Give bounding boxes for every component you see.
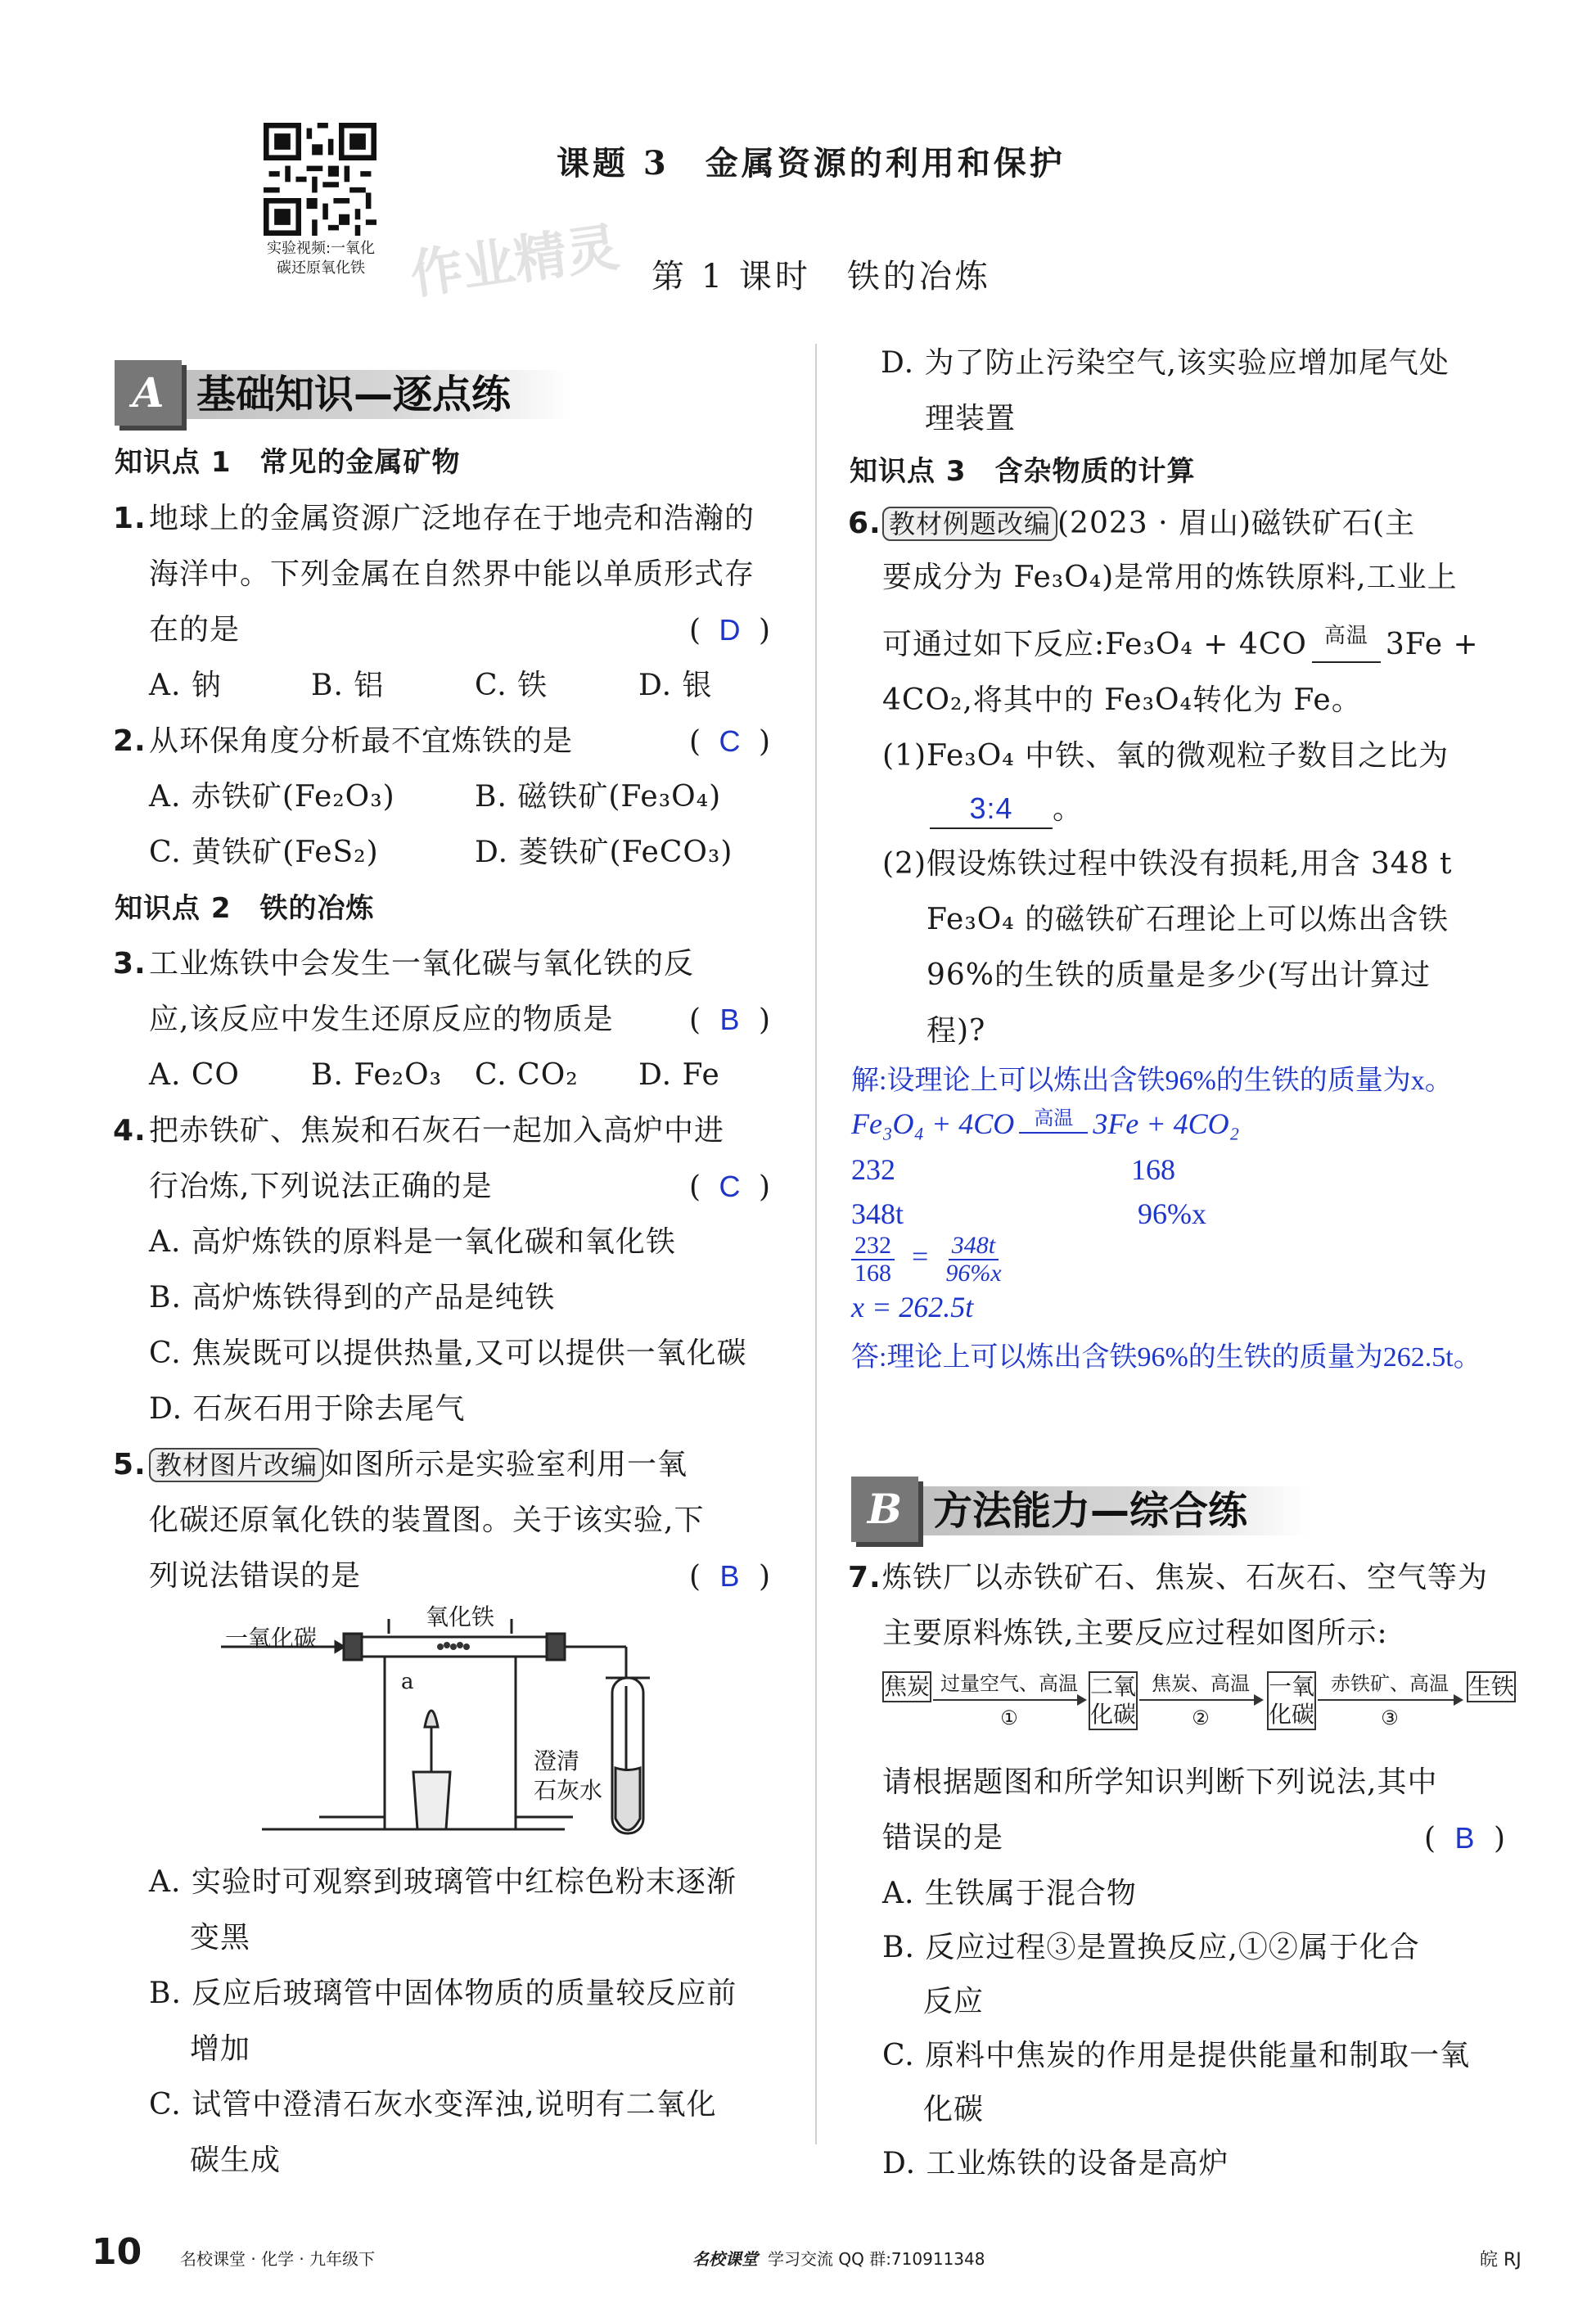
q3-option-b: B. Fe₂O₃	[311, 1058, 443, 1092]
footer-qq-group: 学习交流 QQ 群:710911348	[768, 2249, 985, 2269]
q6-line-1	[882, 506, 1415, 542]
q6-line-4: 4CO₂,将其中的 Fe₃O₄转化为 Fe。	[882, 683, 1362, 717]
q5-option-c-1: C. 试管中澄清石灰水变浑浊,说明有二氧化	[149, 2088, 717, 2121]
solution-eq-right: 3Fe + 4CO₂	[1093, 1107, 1240, 1140]
section-a-letter: A	[115, 360, 182, 426]
solution-mass-1: 232	[851, 1153, 895, 1186]
q5-option-d-1: D. 为了防止污染空气,该实验应增加尾气处	[881, 346, 1449, 380]
qr-caption	[255, 239, 386, 278]
q5-option-d-2: 理装置	[925, 402, 1017, 435]
q6-number: 6.	[848, 507, 881, 540]
q7-line-3: 请根据题图和所学知识判断下列说法,其中	[882, 1765, 1438, 1799]
q7-line-2: 主要原料炼铁,主要反应过程如图所示:	[882, 1616, 1388, 1650]
q7-option-c-2: 化碳	[923, 2093, 985, 2126]
proportion-equals: =	[912, 1240, 929, 1274]
solution-result: x = 262.5t	[851, 1291, 974, 1323]
q5-number: 5.	[113, 1448, 147, 1481]
solution-given-1: 348t	[851, 1197, 904, 1230]
q3-line-1: 工业炼铁中会发生一氧化碳与氧化铁的反	[149, 947, 695, 981]
q4-line-2: 行冶炼,下列说法正确的是	[149, 1170, 493, 1203]
q1-number: 1.	[113, 502, 147, 535]
q4-number: 4.	[113, 1114, 147, 1147]
q6-part-1-blank	[930, 791, 1083, 829]
fraction-2	[945, 1233, 1001, 1287]
q3-option-c: C. CO₂	[475, 1058, 579, 1092]
fig-label-lime-1: 澄清	[534, 1747, 580, 1774]
solution-given-2: 96%x	[1138, 1197, 1206, 1230]
knowledge-point-1: 知识点 1 常见的金属矿物	[115, 446, 461, 479]
q4-answer: C	[719, 1170, 742, 1203]
q1-line-2: 海洋中。下列金属在自然界中能以单质形式存	[149, 557, 755, 591]
footer-book-info: 名校课堂 · 化学 · 九年级下	[180, 2249, 376, 2269]
q3-number: 3.	[113, 947, 147, 981]
q1-option-a: A. 钠	[149, 669, 222, 702]
qr-code-icon	[264, 123, 376, 236]
solution-equation	[851, 1107, 1239, 1141]
knowledge-point-2: 知识点 2 铁的冶炼	[115, 892, 375, 925]
q6-reaction-left: 可通过如下反应:Fe₃O₄ + 4CO	[882, 628, 1307, 661]
qr-caption-line-1: 实验视频:一氧化	[266, 240, 376, 257]
flow-arrow-1-bottom: ①	[1000, 1707, 1018, 1729]
q6-part-1: (1)Fe₃O₄ 中铁、氧的微观粒子数目之比为	[882, 739, 1449, 773]
q2-option-d: D. 菱铁矿(FeCO₃)	[475, 836, 733, 869]
flow-box-coke: 焦炭	[882, 1671, 931, 1702]
flow-arrow-3-top: 赤铁矿、高温	[1331, 1672, 1449, 1695]
fig-label-a: a	[401, 1670, 414, 1694]
lesson-title: 课题 3 金属资源的利用和保护	[557, 144, 1066, 183]
q2-option-c: C. 黄铁矿(FeS₂)	[149, 836, 379, 869]
q4-answer-bracket: ( C )	[689, 1170, 772, 1204]
flow-arrow-3	[1318, 1699, 1462, 1701]
q1-line-3: 在的是	[149, 613, 241, 647]
q5-option-c-2: 碳生成	[190, 2144, 282, 2177]
q5-answer-bracket: ( B )	[689, 1559, 772, 1594]
q7-option-c-1: C. 原料中焦炭的作用是提供能量和制取一氧	[882, 2039, 1471, 2072]
flow-arrow-2-bottom: ②	[1192, 1707, 1210, 1729]
flow-box-co2: 二氧化碳	[1089, 1671, 1138, 1730]
fraction-1	[851, 1233, 895, 1287]
q7-option-b-1: B. 反应过程③是置换反应,①②属于化合	[882, 1931, 1420, 1964]
flow-box-co: 一氧化碳	[1267, 1671, 1316, 1730]
q4-option-b: B. 高炉炼铁得到的产品是纯铁	[149, 1281, 556, 1314]
section-b-title: 方法能力—综合练	[933, 1488, 1248, 1534]
q5-line-2: 化碳还原氧化铁的装置图。关于该实验,下	[149, 1504, 705, 1537]
q5-option-a-1: A. 实验时可观察到玻璃管中红棕色粉末逐渐	[149, 1865, 737, 1899]
q7-answer: B	[1454, 1821, 1476, 1855]
fraction-2-num: 348t	[949, 1233, 999, 1260]
q7-number: 7.	[848, 1561, 881, 1594]
q6-part-2-line-1: (2)假设炼铁过程中铁没有损耗,用含 348 t	[882, 847, 1453, 881]
q5-option-b-1: B. 反应后玻璃管中固体物质的质量较反应前	[149, 1977, 737, 2010]
flow-arrow-3-bottom: ③	[1381, 1707, 1399, 1729]
q5-line-3: 列说法错误的是	[149, 1559, 362, 1593]
section-a-title: 基础知识—逐点练	[196, 372, 512, 417]
fraction-2-den: 96%x	[945, 1260, 1002, 1287]
fig-label-fe2o3: 氧化铁	[426, 1603, 495, 1630]
q3-answer-bracket: ( B )	[689, 1003, 772, 1037]
q2-answer: C	[719, 724, 742, 758]
footer-brand-logo: 名校课堂	[692, 2249, 758, 2269]
q6-part-2-line-3: 96%的生铁的质量是多少(写出计算过	[926, 958, 1431, 992]
q2-answer-bracket: ( C )	[689, 724, 772, 759]
q4-option-a: A. 高炉炼铁的原料是一氧化碳和氧化铁	[149, 1225, 676, 1259]
q2-option-a: A. 赤铁矿(Fe₂O₃)	[149, 780, 395, 814]
solution-proportion	[851, 1233, 1002, 1287]
q7-line-1: 炼铁厂以赤铁矿石、焦炭、石灰石、空气等为	[882, 1561, 1489, 1594]
flow-arrow-1-top: 过量空气、高温	[940, 1672, 1078, 1695]
q6-condition-text: 高温	[1323, 624, 1368, 648]
flow-arrow-1	[933, 1699, 1085, 1701]
q6-line-1-text: (2023 · 眉山)磁铁矿石(主	[1057, 507, 1416, 540]
page-number: 10	[92, 2231, 142, 2273]
footer-edition: 皖 RJ	[1480, 2250, 1522, 2270]
q6-part-2-line-2: Fe₃O₄ 的磁铁矿石理论上可以炼出含铁	[926, 903, 1449, 936]
q3-option-d: D. Fe	[638, 1058, 720, 1092]
q4-option-d: D. 石灰石用于除去尾气	[149, 1392, 466, 1426]
q5-tag: 教材图片改编	[149, 1448, 324, 1482]
q1-line-1: 地球上的金属资源广泛地存在于地壳和浩瀚的	[149, 502, 755, 535]
q1-option-b: B. 铝	[311, 669, 385, 702]
fig-label-lime-2: 石灰水	[534, 1777, 603, 1804]
q6-reaction-right: 3Fe +	[1385, 628, 1479, 661]
q6-reaction-condition	[1307, 624, 1386, 663]
flow-arrow-2	[1139, 1699, 1262, 1701]
q1-answer-bracket: ( D )	[689, 613, 772, 647]
q6-tag: 教材例题改编	[882, 507, 1057, 541]
knowledge-point-3: 知识点 3 含杂物质的计算	[850, 455, 1196, 488]
watermark: 作业精灵	[406, 217, 623, 307]
flow-box-pig-iron: 生铁	[1467, 1671, 1516, 1702]
q2-number: 2.	[113, 724, 147, 758]
solution-intro: 解:设理论上可以炼出含铁96%的生铁的质量为x。	[851, 1066, 1453, 1096]
q6-part-1-end: 。	[1053, 792, 1084, 826]
q3-line-2: 应,该反应中发生还原反应的物质是	[149, 1003, 614, 1036]
solution-mass-2: 168	[1131, 1153, 1175, 1186]
q1-answer: D	[719, 613, 742, 647]
q7-answer-bracket: ( B )	[1424, 1821, 1507, 1855]
flow-arrow-2-top: 焦炭、高温	[1152, 1672, 1250, 1695]
section-b-letter: B	[851, 1477, 918, 1542]
solution-eq-left: Fe₃O₄ + 4CO	[851, 1107, 1015, 1140]
column-divider	[815, 344, 817, 2144]
q1-option-d: D. 银	[638, 669, 713, 702]
solution-condition-text: 高温	[1034, 1108, 1074, 1129]
fraction-1-den: 168	[854, 1260, 891, 1287]
solution-answer: 答:理论上可以炼出含铁96%的生铁的质量为262.5t。	[851, 1342, 1481, 1373]
qr-code[interactable]	[264, 123, 376, 236]
q7-option-b-2: 反应	[923, 1985, 985, 2018]
q4-line-1: 把赤铁矿、焦炭和石灰石一起加入高炉中进	[149, 1114, 725, 1147]
q5-answer: B	[719, 1559, 741, 1593]
q5-option-b-2: 增加	[190, 2032, 251, 2066]
q2-line-1: 从环保角度分析最不宜炼铁的是	[149, 724, 574, 758]
q7-option-a: A. 生铁属于混合物	[882, 1877, 1137, 1910]
period-title: 第 1 课时 铁的冶炼	[651, 258, 991, 295]
qr-caption-line-2: 碳还原氧化铁	[277, 259, 365, 277]
q2-option-b: B. 磁铁矿(Fe₃O₄)	[475, 780, 722, 814]
q6-line-2: 要成分为 Fe₃O₄)是常用的炼铁原料,工业上	[882, 561, 1458, 594]
q4-option-c: C. 焦炭既可以提供热量,又可以提供一氧化碳	[149, 1337, 747, 1370]
q5-option-a-2: 变黑	[190, 1921, 251, 1955]
q7-line-4: 错误的是	[882, 1821, 1004, 1855]
q6-part-1-answer: 3:4	[969, 791, 1013, 825]
q7-flow-diagram	[882, 1665, 1521, 1747]
fraction-1-num: 232	[851, 1233, 895, 1260]
q6-part-2-line-4: 程)?	[926, 1014, 986, 1048]
q7-option-d: D. 工业炼铁的设备是高炉	[882, 2147, 1229, 2180]
q1-option-c: C. 铁	[475, 669, 548, 702]
q3-answer: B	[719, 1003, 741, 1036]
q3-option-a: A. CO	[149, 1058, 240, 1092]
q5-line-1-text: 如图所示是实验室利用一氧	[324, 1448, 688, 1481]
solution-eq-condition	[1014, 1108, 1093, 1134]
fig-label-co: 一氧化碳	[225, 1625, 318, 1652]
q5-line-1	[149, 1447, 688, 1483]
q6-line-3	[882, 624, 1479, 663]
